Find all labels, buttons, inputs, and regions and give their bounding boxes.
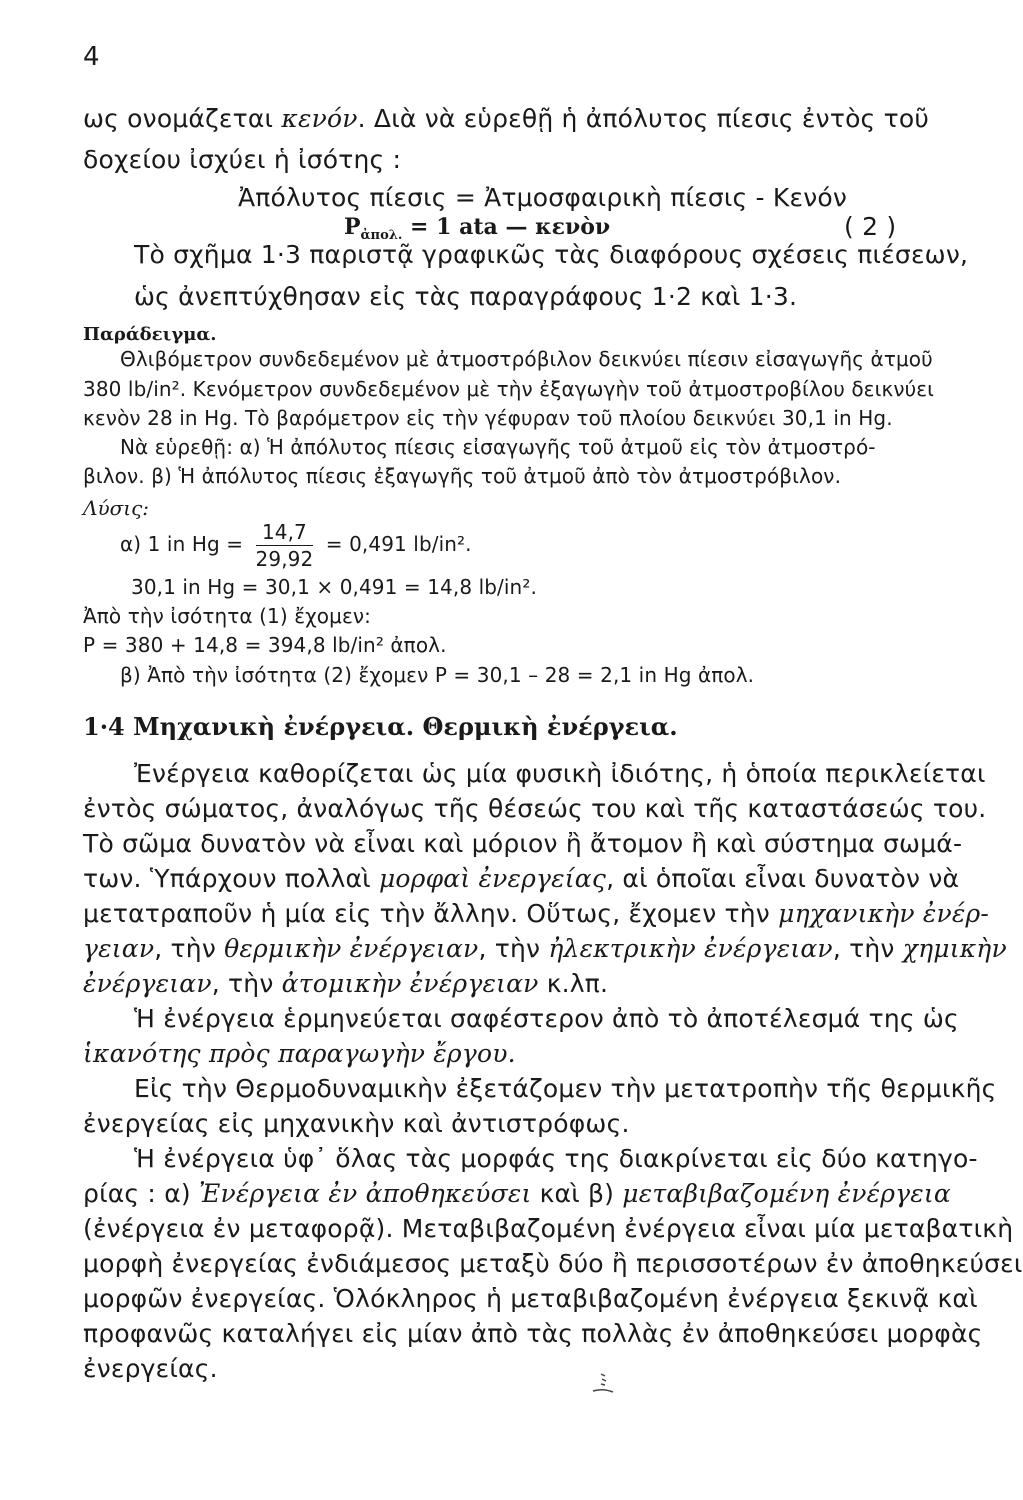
text-segment: , τὴν	[832, 934, 903, 963]
fraction-denominator: 29,92	[255, 547, 314, 571]
example-heading: Παράδειγμα.	[83, 324, 217, 345]
text-segment: , τὴν	[478, 934, 549, 963]
emphasis-term: μορφαὶ ἐνεργείας	[378, 864, 607, 893]
text-line-1	[83, 104, 929, 133]
equation-absolute-pressure: Ἀπόλυτος πίεσις = Ἀτμοσφαιρικὴ πίεσις - Κενόν	[238, 183, 848, 212]
equation-2	[344, 214, 610, 243]
formula-lhs: α) 1 in Hg =	[120, 532, 244, 556]
paragraph-line-10: Εἰς τὴν Θερμοδυναμικὴν ἐξετάζομεν τὴν μετατροπὴν τῆς θερμικῆς	[134, 1074, 997, 1103]
page-number: 4	[83, 42, 100, 72]
paragraph-line-4	[83, 864, 959, 893]
emphasis-term: ἠλεκτρικὴν ἐνέργειαν	[548, 934, 833, 963]
example-line-5: βιλον. β) Ἡ ἀπόλυτος πίεσις ἐξαγωγῆς τοῦ ἀτμοῦ ἀπὸ τὸν ἀτμοστρόβιλον.	[83, 464, 842, 488]
solution-line-4: P = 380 + 14,8 = 394,8 lb/in² ἀπολ.	[83, 633, 447, 657]
example-line-2: 380 lb/in². Κενόμετρον συνδεδεμένον μὲ τὴν ἐξαγωγὴν τοῦ ἀτμοστροβίλου δεικνύει	[83, 377, 935, 401]
printer-mark-icon	[591, 1372, 615, 1394]
text-line-2: δοχείου ἰσχύει ἡ ἰσότης :	[83, 145, 402, 174]
fraction-numerator: 14,7	[256, 520, 314, 546]
equation-body: = 1 ata — κενὸν	[402, 214, 611, 240]
text-segment: ως ονομάζεται	[83, 104, 282, 133]
paragraph-line-17: προφανῶς καταλήγει εἰς μίαν ἀπὸ τὰς πολλὰς ἐν ἀποθηκεύσει μορφὰς	[83, 1319, 983, 1348]
emphasis-term: μηχανικὴν ἐνέρ-	[778, 899, 990, 928]
paragraph-line-5	[83, 899, 989, 928]
solution-line-2: 30,1 in Hg = 30,1 × 0,491 = 14,8 lb/in².	[131, 575, 537, 599]
text-line-5: Τὸ σχῆμα 1·3 παριστᾷ γραφικῶς τὰς διαφόρους σχέσεις πιέσεων,	[134, 240, 969, 269]
text-segment: καὶ β)	[531, 1179, 623, 1208]
paragraph-line-18: ἐνεργείας.	[83, 1354, 218, 1383]
emphasis-term: ἐνέργειαν	[83, 969, 212, 998]
text-segment: κ.λπ.	[538, 969, 609, 998]
example-line-4: Νὰ εὑρεθῇ: α) Ἡ ἀπόλυτος πίεσις εἰσαγωγῆς τοῦ ἀτμοῦ εἰς τὸν ἀτμοστρό-	[120, 435, 876, 459]
paragraph-line-9: ἱκανότης πρὸς παραγωγὴν ἔργου.	[83, 1039, 516, 1068]
paragraph-line-14: (ἐνέργεια ἐν μεταφορᾷ). Μεταβιβαζομένη ἐνέργεια εἶναι μία μεταβατικὴ	[83, 1214, 1014, 1243]
solution-label: Λύσις:	[83, 496, 150, 520]
equation-symbol: P	[344, 214, 361, 240]
example-line-1: Θλιβόμετρον συνδεδεμένον μὲ ἀτμοστρόβιλον δεικνύει πίεσιν εἰσαγωγῆς ἀτμοῦ	[120, 347, 933, 371]
text-segment: μετατραποῦν ἡ μία εἰς τὴν ἄλλην. Οὕτως, ἔχομεν τὴν	[83, 899, 779, 928]
solution-line-3: Ἀπὸ τὴν ἰσότητα (1) ἔχομεν:	[83, 604, 371, 628]
text-segment: , αἱ ὁποῖαι εἶναι δυνατὸν νὰ	[606, 864, 960, 893]
paragraph-line-3: Τὸ σῶμα δυνατὸν νὰ εἶναι καὶ μόριον ἢ ἄτομον ἢ καὶ σύστημα σωμά-	[83, 829, 963, 858]
formula-rhs: = 0,491 lb/in².	[325, 532, 472, 556]
paragraph-line-8: Ἡ ἐνέργεια ἑρμηνεύεται σαφέστερον ἀπὸ τὸ ἀποτέλεσμά της ὡς	[134, 1004, 959, 1033]
text-segment: . Διὰ νὰ εὑρεθῇ ἡ ἀπόλυτος πίεσις ἐντὸς τοῦ	[357, 104, 929, 133]
paragraph-line-2: ἐντὸς σώματος, ἀναλόγως τῆς θέσεώς του καὶ τῆς καταστάσεώς του.	[83, 794, 987, 823]
text-segment: , τὴν	[211, 969, 282, 998]
paragraph-line-13	[83, 1179, 951, 1208]
text-segment: ρίας : α)	[83, 1179, 199, 1208]
paragraph-line-16: μορφῶν ἐνεργείας. Ὁλόκληρος ἡ μεταβιβαζομένη ἐνέργεια ξεκινᾷ καὶ	[83, 1284, 978, 1313]
fraction	[256, 520, 314, 571]
text-segment: , τὴν	[154, 934, 225, 963]
emphasis-term: γειαν	[83, 934, 155, 963]
paragraph-line-12: Ἡ ἐνέργεια ὑφ᾽ ὅλας τὰς μορφάς της διακρίνεται εἰς δύο κατηγο-	[134, 1144, 978, 1173]
solution-step-a	[120, 520, 472, 571]
text-line-6: ὡς ἀνεπτύχθησαν εἰς τὰς παραγράφους 1·2 καὶ 1·3.	[134, 282, 798, 311]
emphasis-term: ἀτομικὴν ἐνέργειαν	[281, 969, 539, 998]
section-title: 1·4 Μηχανικὴ ἐνέργεια. Θερμικὴ ἐνέργεια.	[83, 712, 678, 741]
emphasis-term: χημικὴν	[902, 934, 1007, 963]
emphasis-term: θερμικὴν ἐνέργειαν	[224, 934, 479, 963]
equation-number: ( 2 )	[844, 212, 897, 241]
example-line-3: κενὸν 28 in Hg. Τὸ βαρόμετρον εἰς τὴν γέφυραν τοῦ πλοίου δεικνύει 30,1 in Hg.	[83, 406, 893, 430]
paragraph-line-7	[83, 969, 608, 998]
paragraph-line-15: μορφὴ ἐνεργείας ἐνδιάμεσος μεταξὺ δύο ἢ περισσοτέρων ἐν ἀποθηκεύσει	[83, 1249, 1023, 1278]
equation-subscript: ἀπολ.	[360, 228, 403, 243]
paragraph-line-1: Ἐνέργεια καθορίζεται ὡς μία φυσικὴ ἰδιότης, ἡ ὁποία περικλείεται	[134, 759, 986, 788]
emphasis-term: μεταβιβαζομένη ἐνέργεια	[622, 1179, 952, 1208]
paragraph-line-6	[83, 934, 1007, 963]
emphasis-term: Ἐνέργεια ἐν ἀποθηκεύσει	[198, 1179, 532, 1208]
emphasis-term: κενόν	[281, 104, 358, 133]
paragraph-line-11: ἐνεργείας εἰς μηχανικὴν καὶ ἀντιστρόφως.	[83, 1109, 630, 1138]
solution-line-5: β) Ἀπὸ τὴν ἰσότητα (2) ἔχομεν P = 30,1 – 28 = 2,1 in Hg ἀπολ.	[120, 663, 755, 687]
text-segment: των. Ὑπάρχουν πολλαὶ	[83, 864, 379, 893]
